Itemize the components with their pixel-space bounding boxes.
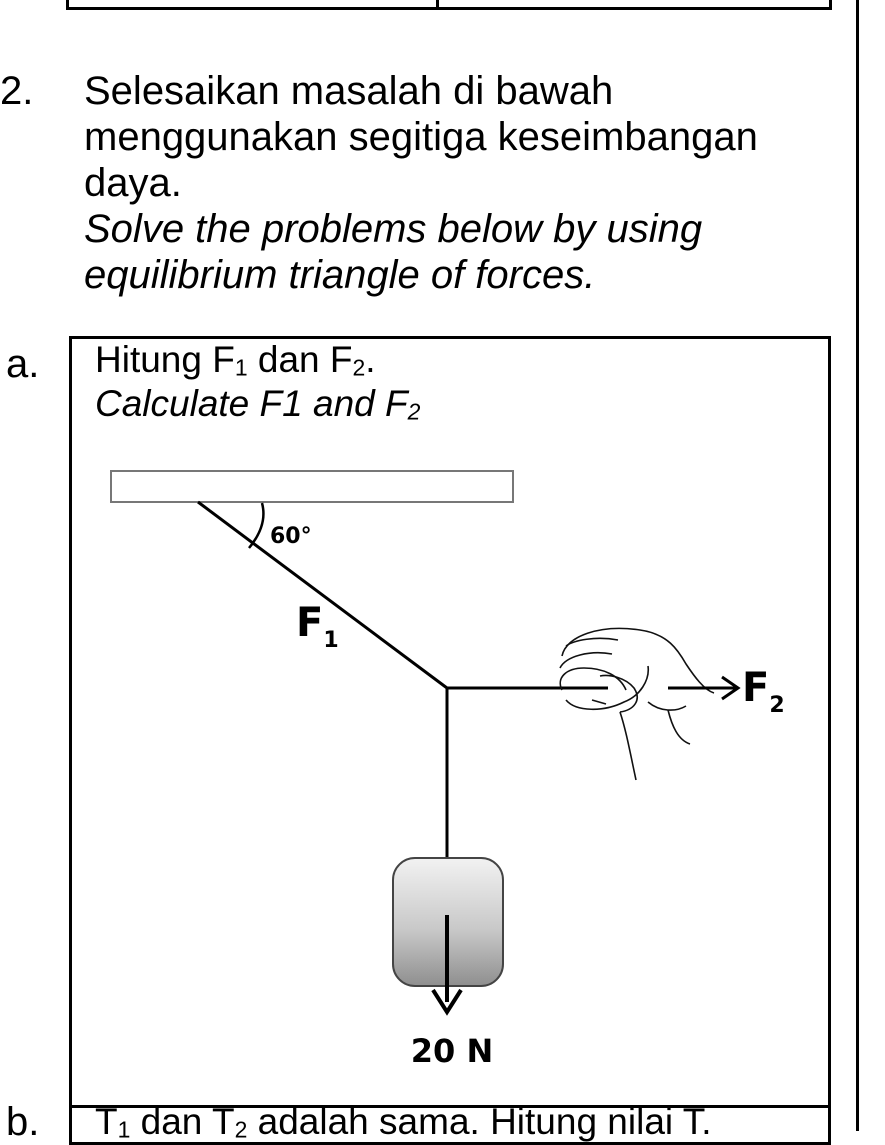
part-a-ms-text: Hitung $F_1$ dan $F_2$. [95,339,376,381]
f2-label: $F_2$ [742,665,785,718]
ceiling-bar [111,471,513,502]
f1-label: $F_1$ [296,600,339,653]
instruction-en-line-1: Solve the problems below by using [84,207,703,251]
instruction-ms-line-2: menggunakan segitiga keseimbangan [84,115,758,159]
instruction-en-line-2: equilibrium triangle of forces. [84,253,596,297]
part-b-prompt: $T_1$ dan $T_2$ adalah sama. Hitung nilai T. [95,1101,712,1143]
part-b-label: b. [6,1100,40,1144]
weight-label: 20 N [410,1032,494,1070]
string-f1 [198,502,447,688]
question-number: 2. [0,69,34,113]
part-a-label: a. [6,342,40,386]
angle-label: 60° [270,524,312,549]
instruction-ms-line-1: Selesaikan masalah di bawah [84,69,614,113]
instruction-ms-line-3: daya. [84,161,182,205]
hand-icon [560,628,714,780]
part-a-en-text: Calculate F1 and $F_2$ [95,383,421,425]
